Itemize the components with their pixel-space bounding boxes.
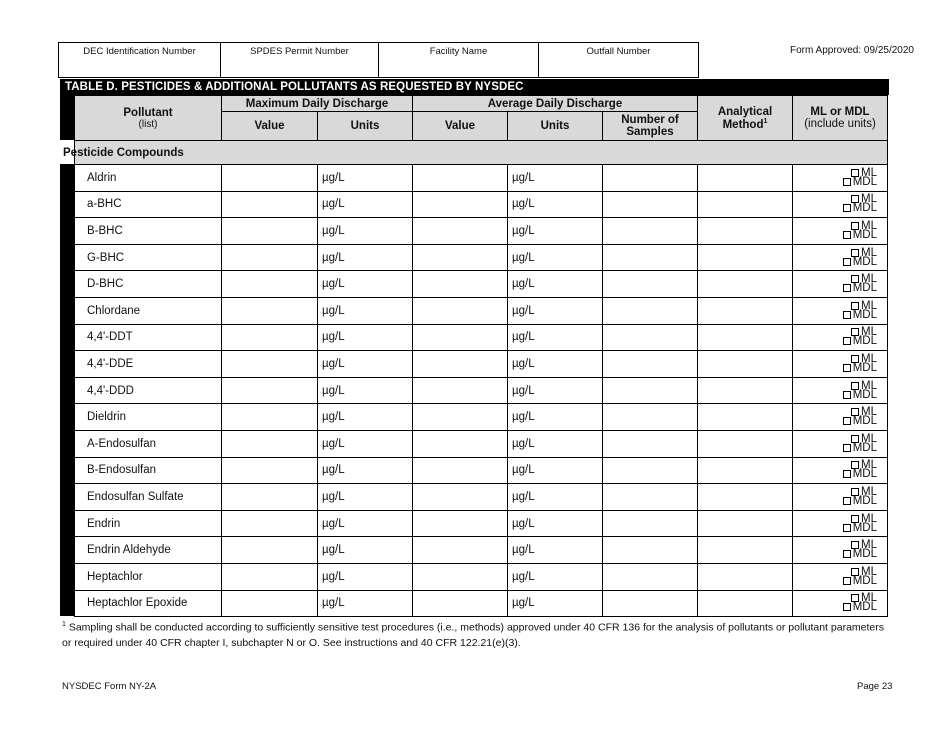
mdl-checkbox-label: MDL bbox=[852, 335, 877, 348]
mdl-checkbox-label: MDL bbox=[852, 574, 877, 587]
table-row bbox=[75, 484, 888, 511]
avg-units-cell: µg/L bbox=[508, 404, 603, 431]
max-units-header: Units bbox=[318, 112, 413, 141]
max-value-cell[interactable] bbox=[222, 430, 318, 457]
avg-units-cell: µg/L bbox=[508, 297, 603, 324]
num-samples-cell[interactable] bbox=[603, 590, 698, 617]
max-value-cell[interactable] bbox=[222, 244, 318, 271]
pollutant-name: Aldrin bbox=[75, 165, 222, 192]
mdl-checkbox[interactable] bbox=[793, 361, 877, 374]
pollutant-name: D-BHC bbox=[75, 271, 222, 298]
footnote-text: Sampling shall be conducted according to sufficiently sensitive test procedures (i.e., methods) approved under 40 CFR 136 for the analysis of pollutants or pollutant parameters or required under 40 CFR chapter I, subchapter N or O. See instructions and 40 CFR 122.21(e)(3). bbox=[62, 621, 884, 649]
avg-units-cell: µg/L bbox=[508, 563, 603, 590]
ml-checkbox-label: ML bbox=[861, 539, 877, 552]
checkbox-icon[interactable] bbox=[843, 231, 851, 239]
ml-mdl-header-sub: (include units) bbox=[804, 118, 876, 130]
avg-units-cell: µg/L bbox=[508, 324, 603, 351]
table-row bbox=[75, 457, 888, 484]
page-number: Page 23 bbox=[857, 681, 893, 692]
analytical-method-header bbox=[698, 96, 793, 141]
max-value-cell[interactable] bbox=[222, 484, 318, 511]
max-units-cell: µg/L bbox=[318, 590, 413, 617]
ml-mdl-cell bbox=[793, 457, 888, 484]
max-units-cell: µg/L bbox=[318, 351, 413, 378]
ml-mdl-cell bbox=[793, 510, 888, 537]
mdl-checkbox[interactable] bbox=[793, 417, 877, 426]
max-value-cell[interactable] bbox=[222, 191, 318, 218]
checkbox-icon[interactable] bbox=[843, 603, 851, 611]
avg-value-cell[interactable] bbox=[413, 537, 508, 564]
table-row bbox=[75, 218, 888, 245]
analytical-method-label: Analytical Method bbox=[717, 105, 773, 131]
mdl-checkbox-label: MDL bbox=[852, 282, 877, 295]
max-units-cell: µg/L bbox=[318, 271, 413, 298]
num-samples-cell[interactable] bbox=[603, 377, 698, 404]
checkbox-icon[interactable] bbox=[843, 577, 851, 585]
mdl-checkbox[interactable] bbox=[793, 441, 877, 454]
table-row bbox=[75, 244, 888, 271]
analytical-method-cell[interactable] bbox=[698, 404, 793, 431]
avg-value-cell[interactable] bbox=[413, 244, 508, 271]
max-value-cell[interactable] bbox=[222, 510, 318, 537]
mdl-checkbox[interactable] bbox=[793, 494, 877, 507]
max-units-cell: µg/L bbox=[318, 377, 413, 404]
ml-checkbox-label: ML bbox=[861, 246, 877, 259]
analytical-method-cell[interactable] bbox=[698, 430, 793, 457]
ml-mdl-cell bbox=[793, 537, 888, 564]
max-units-cell: µg/L bbox=[318, 324, 413, 351]
num-samples-cell[interactable] bbox=[603, 537, 698, 564]
max-units-cell: µg/L bbox=[318, 218, 413, 245]
avg-units-cell: µg/L bbox=[508, 191, 603, 218]
pollutant-name: A-Endosulfan bbox=[75, 430, 222, 457]
avg-value-cell[interactable] bbox=[413, 377, 508, 404]
checkbox-icon[interactable] bbox=[843, 284, 851, 292]
analytical-method-cell[interactable] bbox=[698, 244, 793, 271]
num-samples-cell[interactable] bbox=[603, 484, 698, 511]
ml-checkbox-label: ML bbox=[861, 193, 877, 206]
mdl-checkbox-label: MDL bbox=[852, 388, 877, 401]
max-units-cell: µg/L bbox=[318, 484, 413, 511]
checkbox-icon[interactable] bbox=[843, 550, 851, 558]
mdl-checkbox-label: MDL bbox=[852, 441, 877, 454]
mdl-checkbox[interactable] bbox=[793, 228, 877, 241]
ml-mdl-cell bbox=[793, 244, 888, 271]
max-value-cell[interactable] bbox=[222, 457, 318, 484]
avg-value-cell[interactable] bbox=[413, 271, 508, 298]
avg-units-cell: µg/L bbox=[508, 590, 603, 617]
table-row bbox=[75, 430, 888, 457]
checkbox-icon[interactable] bbox=[843, 337, 851, 345]
mdl-checkbox-label: MDL bbox=[852, 361, 877, 374]
facility-label: Facility Name bbox=[429, 46, 488, 57]
analytical-method-cell[interactable] bbox=[698, 297, 793, 324]
avg-daily-header: Average Daily Discharge bbox=[413, 96, 698, 112]
mdl-checkbox[interactable] bbox=[793, 337, 877, 346]
table-row bbox=[75, 377, 888, 404]
ml-checkbox-label: ML bbox=[861, 273, 877, 286]
ml-mdl-cell bbox=[793, 351, 888, 378]
ml-checkbox-label: ML bbox=[861, 406, 877, 419]
pollutant-name: G-BHC bbox=[75, 244, 222, 271]
ml-checkbox-label: ML bbox=[861, 592, 877, 605]
mdl-checkbox-label: MDL bbox=[852, 175, 877, 188]
table-row bbox=[75, 191, 888, 218]
mdl-checkbox[interactable] bbox=[793, 574, 877, 587]
mdl-checkbox-label: MDL bbox=[852, 255, 877, 268]
mdl-checkbox[interactable] bbox=[793, 521, 877, 534]
pollutant-name: 4,4'-DDT bbox=[75, 324, 222, 351]
mdl-checkbox[interactable] bbox=[793, 550, 877, 559]
pollutant-table bbox=[63, 95, 888, 617]
max-units-cell: µg/L bbox=[318, 404, 413, 431]
max-units-cell: µg/L bbox=[318, 537, 413, 564]
checkbox-icon[interactable] bbox=[843, 417, 851, 425]
table-row bbox=[75, 404, 888, 431]
max-units-cell: µg/L bbox=[318, 191, 413, 218]
max-value-cell[interactable] bbox=[222, 324, 318, 351]
avg-value-cell[interactable] bbox=[413, 324, 508, 351]
max-units-cell: µg/L bbox=[318, 165, 413, 192]
pollutant-name: Endosulfan Sulfate bbox=[75, 484, 222, 511]
pollutant-name: 4,4'-DDE bbox=[75, 351, 222, 378]
pollutant-name: Heptachlor Epoxide bbox=[75, 590, 222, 617]
num-samples-cell[interactable] bbox=[603, 165, 698, 192]
num-samples-cell[interactable] bbox=[603, 218, 698, 245]
ml-mdl-cell bbox=[793, 430, 888, 457]
analytical-method-sup: 1 bbox=[763, 117, 768, 125]
avg-value-cell[interactable] bbox=[413, 590, 508, 617]
dec-id-label: DEC Identification Number bbox=[83, 46, 196, 57]
checkbox-icon[interactable] bbox=[843, 311, 851, 319]
facility-field[interactable] bbox=[378, 42, 539, 78]
avg-units-cell: µg/L bbox=[508, 218, 603, 245]
num-samples-cell[interactable] bbox=[603, 430, 698, 457]
avg-value-cell[interactable] bbox=[413, 510, 508, 537]
max-value-cell[interactable] bbox=[222, 590, 318, 617]
ml-checkbox-label: ML bbox=[861, 326, 877, 339]
left-strip-body bbox=[60, 164, 74, 616]
avg-value-cell[interactable] bbox=[413, 404, 508, 431]
pollutant-header-label: Pollutant bbox=[123, 106, 173, 119]
avg-units-cell: µg/L bbox=[508, 484, 603, 511]
table-row bbox=[75, 297, 888, 324]
max-units-cell: µg/L bbox=[318, 244, 413, 271]
ml-checkbox-label: ML bbox=[861, 432, 877, 445]
form-approved-date: Form Approved: 09/25/2020 bbox=[790, 45, 914, 56]
avg-value-cell[interactable] bbox=[413, 484, 508, 511]
mdl-checkbox[interactable] bbox=[793, 175, 877, 188]
avg-units-cell: µg/L bbox=[508, 537, 603, 564]
pollutant-name: Heptachlor bbox=[75, 563, 222, 590]
mdl-checkbox-label: MDL bbox=[852, 521, 877, 534]
avg-value-cell[interactable] bbox=[413, 191, 508, 218]
avg-units-cell: µg/L bbox=[508, 271, 603, 298]
analytical-method-cell[interactable] bbox=[698, 457, 793, 484]
ml-checkbox-label: ML bbox=[861, 379, 877, 392]
max-units-cell: µg/L bbox=[318, 430, 413, 457]
num-samples-cell[interactable] bbox=[603, 510, 698, 537]
pollutant-name: Dieldrin bbox=[75, 404, 222, 431]
mdl-checkbox-label: MDL bbox=[852, 308, 877, 321]
spdes-field[interactable] bbox=[220, 42, 379, 78]
analytical-method-cell[interactable] bbox=[698, 484, 793, 511]
mdl-checkbox[interactable] bbox=[793, 255, 877, 268]
mdl-checkbox-label: MDL bbox=[852, 228, 877, 241]
pollutant-name: Endrin Aldehyde bbox=[75, 537, 222, 564]
pollutant-name: a-BHC bbox=[75, 191, 222, 218]
table-row bbox=[75, 563, 888, 590]
max-value-cell[interactable] bbox=[222, 165, 318, 192]
pollutant-name: B-Endosulfan bbox=[75, 457, 222, 484]
max-value-cell[interactable] bbox=[222, 351, 318, 378]
avg-value-cell[interactable] bbox=[413, 218, 508, 245]
ml-mdl-header bbox=[793, 96, 888, 141]
checkbox-icon[interactable] bbox=[843, 391, 851, 399]
mdl-checkbox[interactable] bbox=[793, 204, 877, 213]
analytical-method-cell[interactable] bbox=[698, 218, 793, 245]
mdl-checkbox[interactable] bbox=[793, 470, 877, 479]
ml-mdl-cell bbox=[793, 218, 888, 245]
ml-checkbox-label: ML bbox=[861, 565, 877, 578]
num-samples-cell[interactable] bbox=[603, 244, 698, 271]
avg-units-cell: µg/L bbox=[508, 377, 603, 404]
num-samples-cell[interactable] bbox=[603, 191, 698, 218]
ml-mdl-cell bbox=[793, 297, 888, 324]
checkbox-icon[interactable] bbox=[843, 444, 851, 452]
mdl-checkbox[interactable] bbox=[793, 388, 877, 401]
avg-units-header: Units bbox=[508, 112, 603, 141]
mdl-checkbox-label: MDL bbox=[852, 601, 877, 614]
table-row bbox=[75, 351, 888, 378]
checkbox-icon[interactable] bbox=[843, 204, 851, 212]
max-value-header: Value bbox=[222, 112, 318, 141]
max-value-cell[interactable] bbox=[222, 297, 318, 324]
num-samples-cell[interactable] bbox=[603, 324, 698, 351]
dec-id-field[interactable] bbox=[58, 42, 221, 78]
pollutant-name: Chlordane bbox=[75, 297, 222, 324]
table-title: TABLE D. PESTICIDES & ADDITIONAL POLLUTANTS AS REQUESTED BY NYSDEC bbox=[60, 79, 889, 95]
num-samples-cell[interactable] bbox=[603, 404, 698, 431]
outfall-label: Outfall Number bbox=[586, 46, 651, 57]
max-value-cell[interactable] bbox=[222, 563, 318, 590]
analytical-method-cell[interactable] bbox=[698, 351, 793, 378]
avg-units-cell: µg/L bbox=[508, 510, 603, 537]
ml-mdl-cell bbox=[793, 484, 888, 511]
spdes-label: SPDES Permit Number bbox=[250, 46, 349, 57]
num-samples-cell[interactable] bbox=[603, 457, 698, 484]
ml-mdl-cell bbox=[793, 324, 888, 351]
left-strip-header bbox=[60, 95, 74, 140]
ml-checkbox-label: ML bbox=[861, 512, 877, 525]
mdl-checkbox-label: MDL bbox=[852, 468, 877, 481]
max-value-cell[interactable] bbox=[222, 218, 318, 245]
ml-mdl-header-label: ML or MDL bbox=[810, 106, 870, 118]
num-samples-cell[interactable] bbox=[603, 297, 698, 324]
num-samples-cell[interactable] bbox=[603, 563, 698, 590]
section-pesticide-compounds bbox=[63, 141, 888, 165]
max-value-cell[interactable] bbox=[222, 271, 318, 298]
max-value-cell[interactable] bbox=[222, 404, 318, 431]
avg-units-cell: µg/L bbox=[508, 244, 603, 271]
ml-mdl-cell bbox=[793, 271, 888, 298]
ml-checkbox-label: ML bbox=[861, 485, 877, 498]
analytical-method-cell[interactable] bbox=[698, 165, 793, 192]
ml-checkbox-label: ML bbox=[861, 299, 877, 312]
ml-mdl-cell bbox=[793, 563, 888, 590]
avg-units-cell: µg/L bbox=[508, 430, 603, 457]
table-row bbox=[75, 510, 888, 537]
num-samples-cell[interactable] bbox=[603, 351, 698, 378]
avg-value-cell[interactable] bbox=[413, 430, 508, 457]
avg-value-cell[interactable] bbox=[413, 165, 508, 192]
section-title: Pesticide Compounds bbox=[63, 146, 184, 159]
table-row bbox=[75, 271, 888, 298]
pollutant-header bbox=[75, 96, 222, 141]
ml-checkbox-label: ML bbox=[861, 459, 877, 472]
checkbox-icon[interactable] bbox=[843, 470, 851, 478]
footnote-sup: 1 bbox=[62, 621, 66, 628]
ml-mdl-cell bbox=[793, 404, 888, 431]
analytical-method-cell[interactable] bbox=[698, 590, 793, 617]
table-row bbox=[75, 324, 888, 351]
max-daily-header: Maximum Daily Discharge bbox=[222, 96, 413, 112]
avg-value-cell[interactable] bbox=[413, 351, 508, 378]
mdl-checkbox-label: MDL bbox=[852, 415, 877, 428]
pollutant-name: 4,4'-DDD bbox=[75, 377, 222, 404]
ml-checkbox-label: ML bbox=[861, 352, 877, 365]
ml-mdl-cell bbox=[793, 590, 888, 617]
checkbox-icon[interactable] bbox=[843, 524, 851, 532]
avg-value-cell[interactable] bbox=[413, 457, 508, 484]
mdl-checkbox-label: MDL bbox=[852, 548, 877, 561]
num-samples-header: Number of Samples bbox=[603, 112, 698, 141]
pollutant-name: Endrin bbox=[75, 510, 222, 537]
max-units-cell: µg/L bbox=[318, 297, 413, 324]
analytical-method-cell[interactable] bbox=[698, 563, 793, 590]
table-row bbox=[75, 537, 888, 564]
analytical-method-cell[interactable] bbox=[698, 510, 793, 537]
ml-checkbox-label: ML bbox=[861, 166, 877, 179]
footnote bbox=[62, 617, 892, 651]
mdl-checkbox[interactable] bbox=[793, 308, 877, 321]
table-row bbox=[75, 165, 888, 192]
avg-value-header: Value bbox=[413, 112, 508, 141]
num-samples-cell[interactable] bbox=[603, 271, 698, 298]
mdl-checkbox-label: MDL bbox=[852, 494, 877, 507]
ml-checkbox-label: ML bbox=[861, 219, 877, 232]
table-row bbox=[75, 590, 888, 617]
max-value-cell[interactable] bbox=[222, 377, 318, 404]
analytical-method-cell[interactable] bbox=[698, 377, 793, 404]
avg-units-cell: µg/L bbox=[508, 351, 603, 378]
max-value-cell[interactable] bbox=[222, 537, 318, 564]
mdl-checkbox[interactable] bbox=[793, 284, 877, 293]
avg-value-cell[interactable] bbox=[413, 297, 508, 324]
max-units-cell: µg/L bbox=[318, 563, 413, 590]
checkbox-icon[interactable] bbox=[843, 497, 851, 505]
ml-mdl-cell bbox=[793, 165, 888, 192]
avg-units-cell: µg/L bbox=[508, 165, 603, 192]
avg-value-cell[interactable] bbox=[413, 563, 508, 590]
outfall-field[interactable] bbox=[538, 42, 699, 78]
analytical-method-cell[interactable] bbox=[698, 537, 793, 564]
checkbox-icon[interactable] bbox=[843, 258, 851, 266]
ml-mdl-cell bbox=[793, 191, 888, 218]
mdl-checkbox[interactable] bbox=[793, 603, 877, 612]
form-id: NYSDEC Form NY-2A bbox=[62, 681, 157, 692]
max-units-cell: µg/L bbox=[318, 510, 413, 537]
analytical-method-cell[interactable] bbox=[698, 324, 793, 351]
analytical-method-cell[interactable] bbox=[698, 271, 793, 298]
max-units-cell: µg/L bbox=[318, 457, 413, 484]
analytical-method-cell[interactable] bbox=[698, 191, 793, 218]
checkbox-icon[interactable] bbox=[843, 364, 851, 372]
pollutant-header-sub: (list) bbox=[138, 118, 158, 130]
mdl-checkbox-label: MDL bbox=[852, 202, 877, 215]
avg-units-cell: µg/L bbox=[508, 457, 603, 484]
pollutant-name: B-BHC bbox=[75, 218, 222, 245]
checkbox-icon[interactable] bbox=[843, 178, 851, 186]
ml-mdl-cell bbox=[793, 377, 888, 404]
